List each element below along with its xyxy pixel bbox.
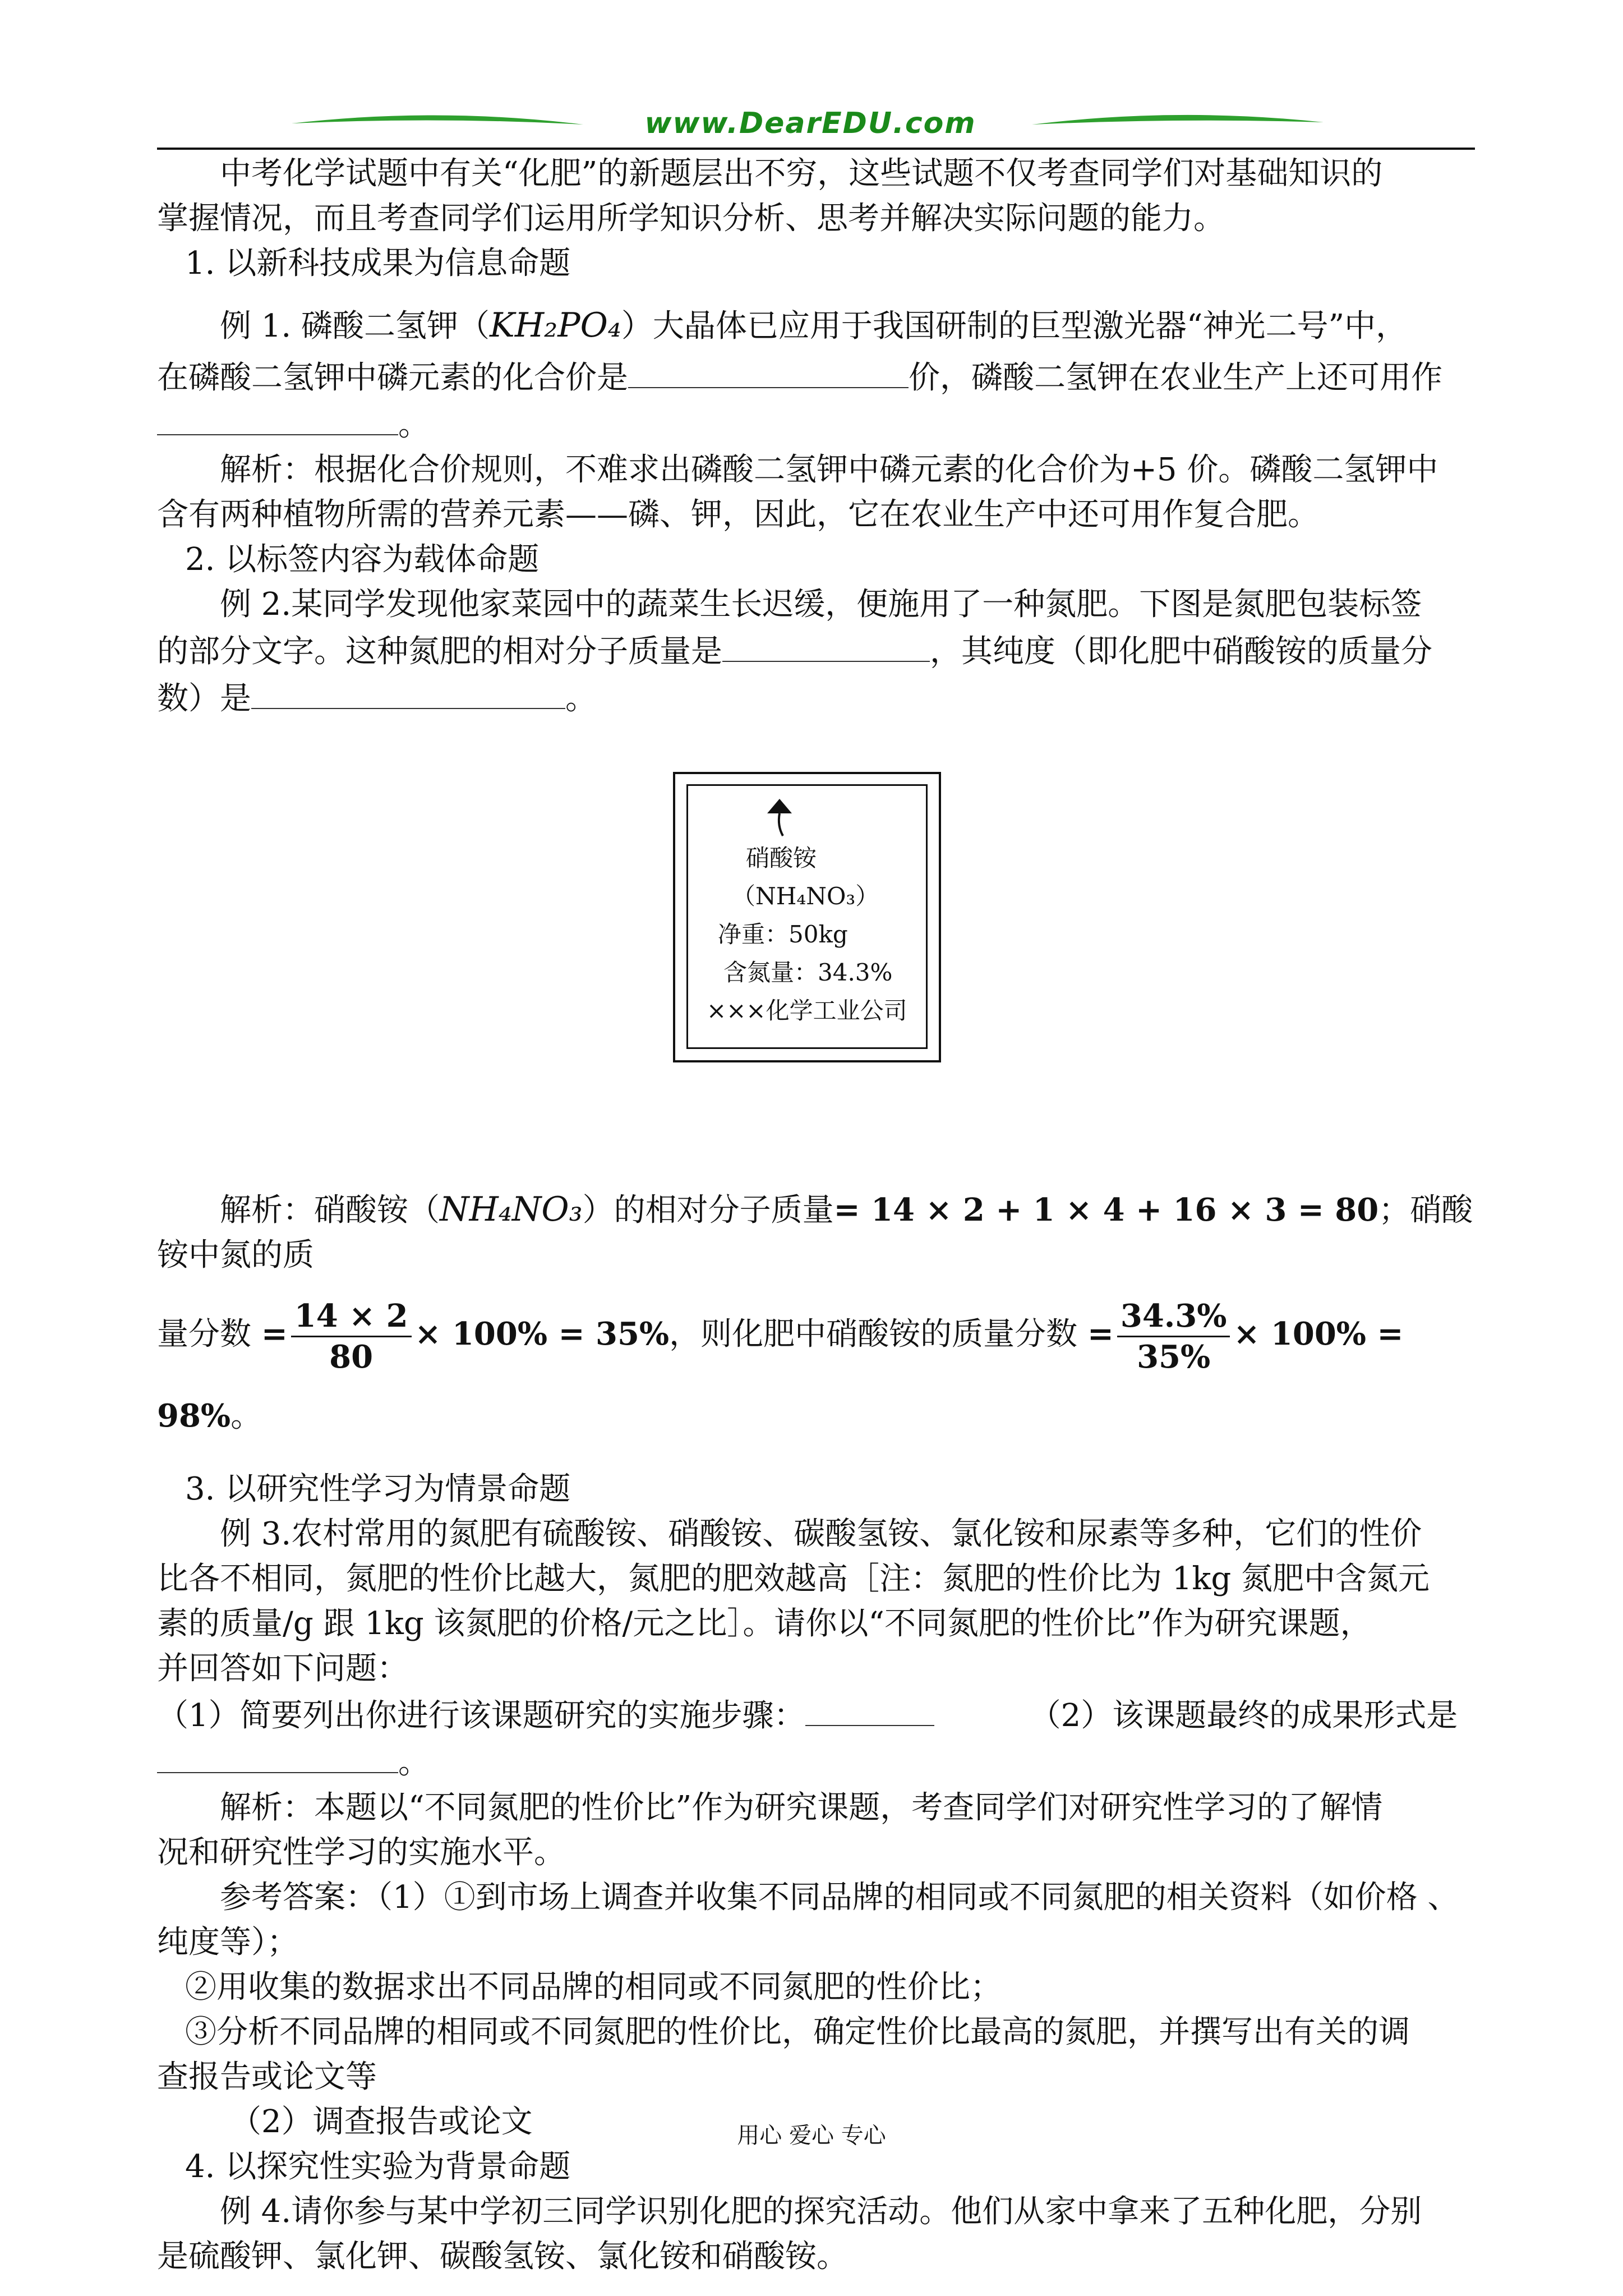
equation: = 14 × 2 + 1 × 4 + 16 × 3 = 80 <box>833 1191 1379 1228</box>
answer-blank[interactable] <box>722 627 930 662</box>
section-title: 2. 以标签内容为载体命题 <box>185 541 540 578</box>
text: 数）是 <box>157 680 251 717</box>
header-logo <box>157 107 1464 151</box>
page-footer: 用心 爱心 专心 <box>737 2123 886 2148</box>
text: 。 <box>398 1745 430 1781</box>
answer-blank[interactable] <box>805 1691 934 1726</box>
paragraph: 是硫酸钾、氯化钾、碳酸氢铵、氯化铵和硝酸铵。 <box>157 2238 848 2275</box>
example-1-line <box>157 401 1481 448</box>
paragraph: 掌握情况，而且考查同学们运用所学知识分析、思考并解决实际问题的能力。 <box>157 200 1225 237</box>
text: ，则化肥中硝酸铵的质量分数 <box>669 1316 1078 1352</box>
text: （2）该课题最终的成果形式是 <box>1029 1697 1458 1734</box>
example-3-line <box>157 1738 1481 1786</box>
answer-2-line <box>157 1187 1481 1278</box>
paragraph: 参考答案：（1）①到市场上调查并收集不同品牌的相同或不同氮肥的相关资料（如价格 、 <box>220 1879 1459 1916</box>
text: 。 <box>230 1398 262 1434</box>
label-weight: 净重：50kg <box>718 921 848 948</box>
paragraph: 解析：根据化合价规则，不难求出磷酸二氢钾中磷元素的化合价为+5 价。磷酸二氢钾中 <box>220 452 1438 488</box>
paragraph: 例 4.请你参与某中学初三同学识别化肥的探究活动。他们从家中拿来了五种化肥，分别 <box>220 2193 1422 2230</box>
fraction-2 <box>1117 1296 1230 1377</box>
paragraph: 例 2.某同学发现他家菜园中的蔬菜生长迟缓，便施用了一种氮肥。下图是氮肥包装标签 <box>220 586 1422 623</box>
fraction-denominator: 35% <box>1137 1338 1211 1375</box>
paragraph: ②用收集的数据求出不同品牌的相同或不同氮肥的性价比； <box>185 1969 1002 2005</box>
label-company: ×××化学工业公司 <box>707 997 907 1024</box>
text: 。 <box>565 680 597 717</box>
section-title: 4. 以探究性实验为背景命题 <box>185 2148 571 2185</box>
fraction-numerator: 34.3% <box>1117 1296 1230 1337</box>
equation: × 100% = 98% <box>157 1315 1404 1434</box>
example-2-line <box>157 674 1481 721</box>
equation: × 100% = 35% <box>414 1315 670 1352</box>
example-1-line <box>157 353 1481 401</box>
text: 解析：硝酸铵（ <box>220 1192 440 1228</box>
example-2-line <box>157 627 1481 674</box>
answer-blank[interactable] <box>251 674 565 709</box>
text: 的部分文字。这种氮肥的相对分子质量是 <box>157 633 722 670</box>
label-name: 硝酸铵 <box>746 844 817 872</box>
fraction-denominator: 80 <box>329 1338 374 1375</box>
document-body <box>157 151 1481 2279</box>
section-title: 1. 以新科技成果为信息命题 <box>185 245 571 282</box>
formula: KH₂PO₄ <box>490 306 621 345</box>
label-formula: （NH₄NO₃） <box>732 882 879 910</box>
answer-blank[interactable] <box>157 1738 398 1773</box>
equals: = <box>1087 1315 1114 1352</box>
example-1 <box>157 303 1481 349</box>
equals: = <box>261 1315 288 1352</box>
arrow-up-icon <box>763 794 796 839</box>
text: 。 <box>398 407 430 443</box>
paragraph: 含有两种植物所需的营养元素——磷、钾，因此，它在农业生产中还可用作复合肥。 <box>157 496 1319 533</box>
text: 量分数 <box>157 1316 251 1352</box>
paragraph: 纯度等）； <box>157 1924 298 1961</box>
example-3-line <box>157 1691 1481 1738</box>
answer-blank[interactable] <box>157 401 398 435</box>
paragraph: 并回答如下问题： <box>157 1650 408 1687</box>
text: ）的相对分子质量 <box>582 1192 834 1228</box>
text: 价，磷酸二氢钾在农业生产上还可用作 <box>909 360 1442 396</box>
paragraph: 素的质量/g 跟 1kg 该氮肥的价格/元之比］。请你以“不同氮肥的性价比”作为研究课题， <box>157 1605 1372 1642</box>
text: ，其纯度（即化肥中硝酸铵的质量分 <box>930 633 1432 670</box>
answer-2-fractions <box>157 1295 1481 1456</box>
paragraph: 况和研究性学习的实施水平。 <box>157 1834 565 1871</box>
label-nitrogen: 含氮量：34.3% <box>723 959 893 986</box>
paragraph: ③分析不同品牌的相同或不同氮肥的性价比，确定性价比最高的氮肥，并撰写出有关的调 <box>185 2014 1410 2050</box>
text: 例 1. 磷酸二氢钾（ <box>220 308 490 344</box>
text: 在磷酸二氢钾中磷元素的化合价是 <box>157 360 628 396</box>
header-rule <box>157 148 1475 150</box>
formula: NH₄NO₃ <box>440 1190 583 1229</box>
section-title: 3. 以研究性学习为情景命题 <box>185 1471 571 1507</box>
text: （1）简要列出你进行该课题研究的实施步骤： <box>157 1697 805 1734</box>
paragraph: 比各不相同，氮肥的性价比越大，氮肥的肥效越高［注：氮肥的性价比为 1kg 氮肥中含氮元 <box>157 1561 1430 1597</box>
fraction-numerator: 14 × 2 <box>291 1296 412 1337</box>
answer-blank[interactable] <box>628 353 909 388</box>
label-figure <box>157 721 1481 1170</box>
paragraph: 中考化学试题中有关“化肥”的新题层出不穷，这些试题不仅考查同学们对基础知识的 <box>220 155 1383 192</box>
text: ；硝酸铵中氮的质 <box>157 1192 1473 1273</box>
paragraph: 查报告或论文等 <box>157 2059 377 2095</box>
logo-text: www.DearEDU.com <box>644 107 976 140</box>
paragraph: （2）调查报告或论文 <box>230 2104 533 2140</box>
fraction-1 <box>291 1296 412 1377</box>
paragraph: 解析：本题以“不同氮肥的性价比”作为研究课题，考查同学们对研究性学习的了解情 <box>220 1789 1383 1826</box>
paragraph: 例 3.农村常用的氮肥有硫酸铵、硝酸铵、碳酸氢铵、氯化铵和尿素等多种，它们的性价 <box>220 1516 1422 1552</box>
text: ）大晶体已应用于我国研制的巨型激光器“神光二号”中， <box>621 308 1408 344</box>
